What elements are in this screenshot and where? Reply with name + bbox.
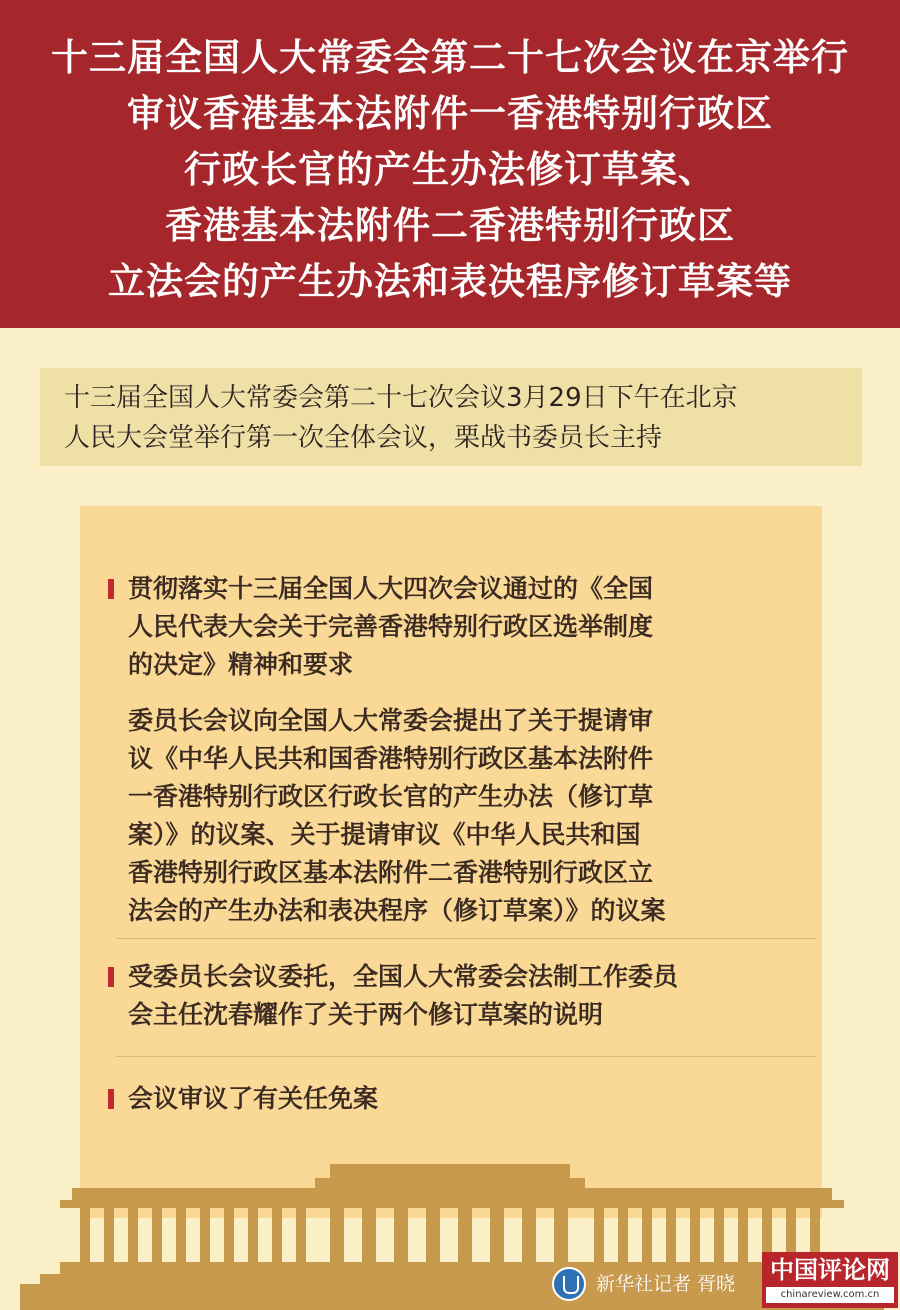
item-line: 议《中华人民共和国香港特别行政区基本法附件 — [128, 744, 654, 773]
content-panel — [80, 506, 822, 1218]
title-line: 立法会的产生办法和表决程序修订草案等 — [108, 260, 792, 303]
site-watermark — [762, 1252, 898, 1308]
item-line: 人民代表大会关于完善香港特别行政区选举制度 — [128, 612, 654, 641]
item-line: 法会的产生办法和表决程序（修订草案）》的议案 — [128, 896, 666, 925]
title-line: 十三届全国人大常委会第二十七次会议在京举行 — [51, 36, 849, 79]
item-line: 会议审议了有关任免案 — [128, 1084, 379, 1113]
item-line: 香港特别行政区基本法附件二香港特别行政区立 — [128, 858, 654, 887]
summary-box — [40, 368, 862, 466]
item-line: 案）》的议案、关于提请审议《中华人民共和国 — [128, 820, 641, 849]
item-line: 一香港特别行政区行政长官的产生办法（修订草 — [128, 782, 654, 811]
bullet-marker-icon — [108, 1089, 114, 1109]
item-line: 受委员长会议委托，全国人大常委会法制工作委员 — [128, 962, 679, 991]
item-line: 贯彻落实十三届全国人大四次会议通过的《全国 — [128, 574, 654, 603]
summary-line: 十三届全国人大常委会第二十七次会议3月29日下午在北京 — [64, 383, 738, 413]
item-line: 的决定》精神和要求 — [128, 650, 354, 679]
title-banner — [0, 0, 900, 328]
title-line: 行政长官的产生办法修订草案、 — [184, 148, 716, 191]
bullet-marker-icon — [108, 967, 114, 987]
watermark-name: 中国评论网 — [770, 1256, 890, 1284]
list-item — [128, 702, 798, 930]
title-line: 香港基本法附件二香港特别行政区 — [165, 204, 735, 247]
list-item — [128, 1080, 798, 1118]
divider — [116, 938, 816, 939]
item-line: 委员长会议向全国人大常委会提出了关于提请审 — [128, 706, 654, 735]
xinhua-emblem-icon — [552, 1267, 586, 1301]
list-item — [128, 570, 798, 684]
photo-credit: 新华社记者 胥晓 — [596, 1273, 736, 1295]
list-item — [128, 958, 798, 1034]
item-line: 会主任沈春耀作了关于两个修订草案的说明 — [128, 1000, 604, 1029]
watermark-url: chinareview.com.cn — [766, 1287, 894, 1303]
title-line: 审议香港基本法附件一香港特别行政区 — [127, 92, 773, 135]
summary-line: 人民大会堂举行第一次全体会议，栗战书委员长主持 — [64, 423, 663, 453]
divider — [116, 1056, 816, 1057]
bullet-marker-icon — [108, 579, 114, 599]
